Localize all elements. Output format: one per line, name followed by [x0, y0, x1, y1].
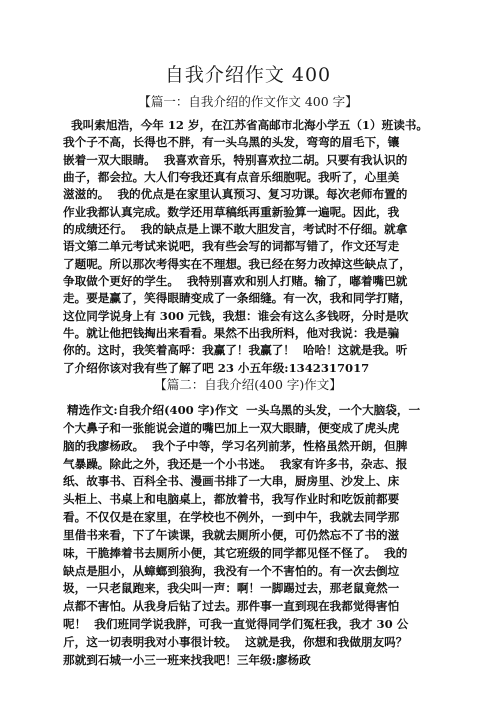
body-line: 我个子不高，长得也不胖，有一头乌黑的头发，弯弯的眉毛下，镶	[63, 135, 400, 150]
body-line: 味，干脆捧着书去厕所小便，其它班级的同学都见怪不怪了。 我的	[63, 545, 408, 560]
body-line: 缺点是胆小，从蟑螂到狼狗，我没有一个不害怕的。有一次去倒垃	[63, 563, 400, 578]
body-line: 斤，这一切表明我对小事很计较。 这就是我，你想和我做朋友吗？	[63, 634, 408, 649]
document-title: 自我介绍作文 400	[164, 64, 332, 86]
body-line: 作业我都认真完成。数学还用草稿纸再重新验算一遍呢。因此，我	[63, 204, 400, 219]
body-line: 滋滋的。 我的优点是在家里认真预习、复习功课。每次老师布置的	[63, 187, 408, 202]
section-body-2	[63, 402, 420, 670]
body-line: 头柜上、书桌上和电脑桌上，都放着书，我写作业时和吃饭前都要	[63, 492, 400, 507]
section-heading-1: 【篇一：自我介绍的作文作文 400 字】	[138, 94, 358, 109]
body-line: 看。不仅仅是在家里，在学校也不例外，一到中午，我就去同学那	[63, 510, 400, 525]
body-line: 精选作文:自我介绍(400 字)作文 一头乌黑的头发，一个大脑袋，一	[63, 403, 421, 417]
body-line: 语文第二单元考试来说吧，我有些会写的词都写错了，作文还写走	[63, 239, 400, 254]
body-line: 气暴躁。除此之外，我还是一个小书迷。 我家有许多书，杂志、报	[63, 456, 408, 471]
body-line: 这位同学说身上有 300 元钱，我想：谁会有这么多钱呀，分时是吹	[63, 308, 409, 323]
body-line: 的成绩还行。 我的缺点是上课不敢大胆发言，考试时不仔细。就拿	[63, 222, 408, 237]
body-line: 牛。就让他把钱掏出来看看。果然不出我所料，他对我说：我是骗	[63, 326, 400, 341]
section-heading-2: 【篇二：自我介绍(400 字)作文】	[154, 377, 342, 392]
body-line: 那就到石城一小三一班来找我吧！三年级:廖杨政	[63, 652, 311, 667]
body-line: 嵌着一双大眼睛。 我喜欢音乐，特别喜欢拉二胡。只要有我认识的	[63, 152, 408, 167]
body-line: 走。要是赢了，笑得眼睛变成了一条细缝。有一次，我和同学打赌，	[63, 291, 411, 306]
body-line: 圾，一只老鼠跑来，我尖叫一声：啊！一脚踢过去，那老鼠竟然一	[63, 581, 400, 596]
body-line: 你的。这时，我笑着高呼：我赢了！我赢了！ 哈哈！这就是我。听	[63, 343, 408, 358]
body-line: 脑的我廖杨政。 我个子中等，学习名列前茅，性格虽然开朗，但脾	[63, 438, 408, 453]
body-line: 纸、故事书、百科全书、漫画书排了一大串，厨房里、沙发上、床	[63, 474, 400, 489]
body-line: 我叫索旭浩，今年 12 岁，在江苏省高邮市北海小学五（1）班读书。	[63, 118, 428, 132]
body-line: 曲子，都会拉。大人们夸我还真有点音乐细胞呢。我听了，心里美	[63, 170, 400, 185]
section-body-1	[63, 117, 428, 377]
body-line: 争取做个更好的学生。 我特别喜欢和别人打赌。输了，嘟着嘴巴就	[63, 274, 408, 289]
body-line: 了介绍你该对我有些了解了吧 23 小五年级:1342317017	[63, 360, 370, 375]
body-line: 呢！ 我们班同学说我胖，可我一直觉得同学们冤枉我，我才 30 公	[63, 617, 409, 632]
body-line: 点都不害怕。从我身后钻了过去。那件事一直到现在我都觉得害怕	[63, 599, 400, 614]
body-line: 个大鼻子和一张能说会道的嘴巴加上一双大眼睛，便变成了虎头虎	[63, 420, 400, 435]
body-line: 了题呢。所以那次考得实在不理想。我已经在努力改掉这些缺点了，	[63, 256, 411, 271]
body-line: 里借书来看，下了午读课，我就去厕所小便，可仍然忘不了书的滋	[63, 527, 400, 542]
